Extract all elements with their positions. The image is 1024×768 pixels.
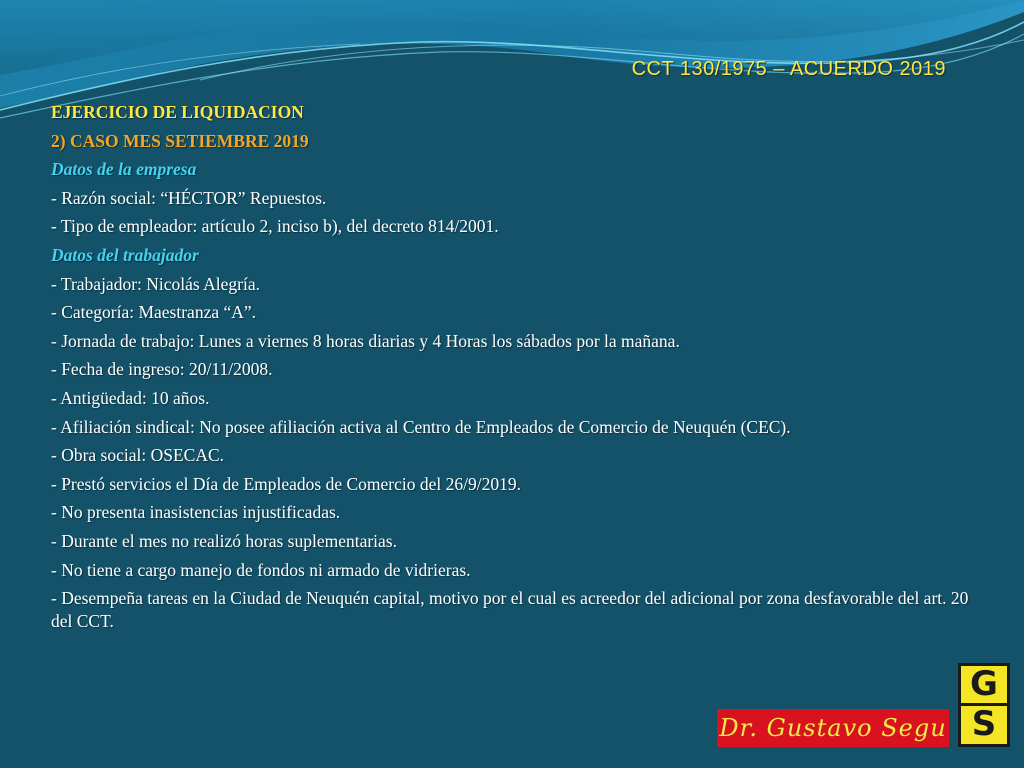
list-item: - Antigüedad: 10 años. xyxy=(51,387,210,408)
section-company-data: Datos de la empresa xyxy=(51,159,197,180)
slide-title: CCT 130/1975 – ACUERDO 2019 xyxy=(631,58,946,80)
author-signature: Dr. Gustavo Segu xyxy=(717,709,949,747)
list-item: - Afiliación sindical: No posee afiliación activa al Centro de Empleados de Comercio de Neuquén (CEC). xyxy=(51,416,791,437)
list-item: - Durante el mes no realizó horas suplementarias. xyxy=(51,530,397,551)
list-item: - Tipo de empleador: artículo 2, inciso b), del decreto 814/2001. xyxy=(51,216,499,237)
slide-content xyxy=(51,98,981,633)
list-item: - Jornada de trabajo: Lunes a viernes 8 horas diarias y 4 Horas los sábados por la mañana. xyxy=(51,330,680,351)
logo-letter-g: G xyxy=(970,664,998,704)
list-item: - Categoría: Maestranza “A”. xyxy=(51,302,257,323)
gs-logo xyxy=(958,663,1010,747)
list-item: - Razón social: “HÉCTOR” Repuestos. xyxy=(51,187,327,208)
heading-case: 2) CASO MES SETIEMBRE 2019 xyxy=(51,130,309,151)
heading-exercise: EJERCICIO DE LIQUIDACION xyxy=(51,102,304,122)
list-item: - No presenta inasistencias injustificadas. xyxy=(51,502,341,523)
list-item: - Desempeña tareas en la Ciudad de Neuquén capital, motivo por el cual es acreedor del adicional por zona desfavorable del art. 20 del CCT. xyxy=(51,588,969,632)
list-item: - Obra social: OSECAC. xyxy=(51,445,225,466)
list-item: - Fecha de ingreso: 20/11/2008. xyxy=(51,359,273,380)
logo-letter-s: S xyxy=(961,703,1007,743)
list-item: - Prestó servicios el Día de Empleados de Comercio del 26/9/2019. xyxy=(51,473,521,494)
section-worker-data: Datos del trabajador xyxy=(51,244,199,265)
list-item: - Trabajador: Nicolás Alegría. xyxy=(51,273,260,294)
list-item: - No tiene a cargo manejo de fondos ni armado de vidrieras. xyxy=(51,559,471,580)
